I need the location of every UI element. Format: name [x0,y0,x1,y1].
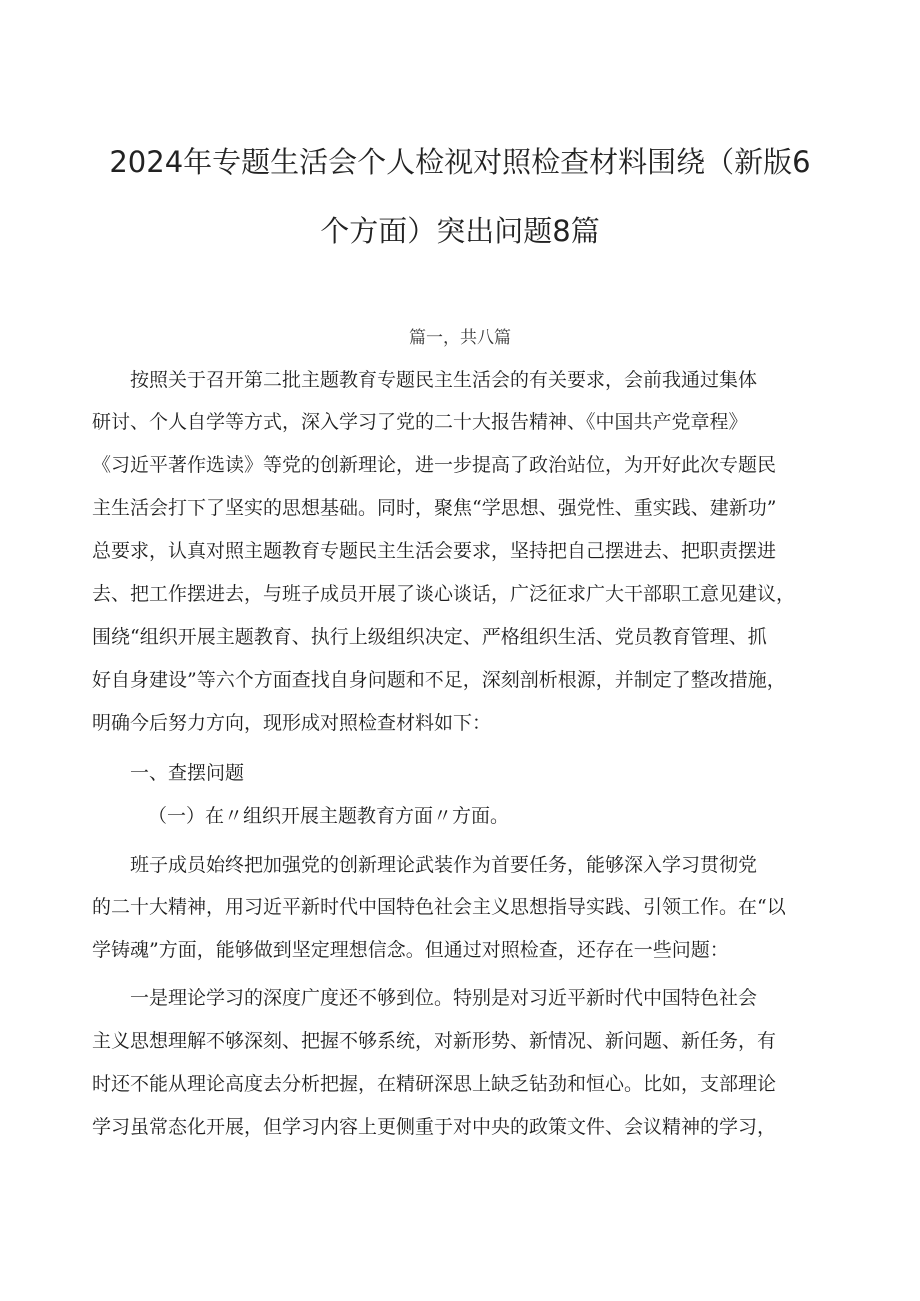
paragraph-line: 总要求，认真对照主题教育专题民主生活会要求，坚持把自己摆进去、把职责摆进 [92,540,777,562]
document-title-line-1: 2024年专题生活会个人检视对照检查材料围绕（新版6 [109,145,811,179]
paragraph-line: 好自身建设”等六个方面查找自身问题和不足，深刻剖析根源，并制定了整改措施， [92,669,786,691]
paragraph-line: 的二十大精神，用习近平新时代中国特色社会主义思想指导实践、引领工作。在“以 [92,896,786,918]
section-heading: 一、查摆问题 [130,762,245,784]
paragraph-line: 一是理论学习的深度广度还不够到位。特别是对习近平新时代中国特色社会 [130,987,758,1009]
paragraph-line: 围绕“组织开展主题教育、执行上级组织决定、严格组织生活、党员教育管理、抓 [92,626,767,648]
paragraph-line: 主生活会打下了坚实的思想基础。同时，聚焦“学思想、强党性、重实践、建新功” [92,497,777,519]
paragraph-line: 按照关于召开第二批主题教育专题民主生活会的有关要求，会前我通过集体 [130,369,758,391]
document-title-line-2: 个方面）突出问题8篇 [320,214,600,248]
paragraph-line: 时还不能从理论高度去分析把握，在精研深思上缺乏钻劲和恒心。比如，支部理论 [92,1073,777,1095]
paragraph-line: 《习近平著作选读》等党的创新理论，进一步提高了政治站位，为开好此次专题民 [92,454,777,476]
paragraph-line: 学习虽常态化开展，但学习内容上更侧重于对中央的政策文件、会议精神的学习， [92,1116,777,1138]
paragraph-line: 研讨、个人自学等方式，深入学习了党的二十大报告精神、《中国共产党章程》 [92,411,748,433]
paragraph-line: 班子成员始终把加强党的创新理论武装作为首要任务，能够深入学习贯彻党 [130,854,758,876]
paragraph-line: 去、把工作摆进去，与班子成员开展了谈心谈话，广泛征求广大干部职工意见建议， [92,583,796,605]
paragraph-line: 明确今后努力方向，现形成对照检查材料如下： [92,712,492,734]
paragraph-line: 学铸魂”方面，能够做到坚定理想信念。但通过对照检查，还存在一些问题： [92,939,729,961]
subsection-heading: （一）在〃组织开展主题教育方面〃方面。 [148,805,510,827]
section-subtitle: 篇一，共八篇 [409,328,511,348]
paragraph-line: 主义思想理解不够深刻、把握不够系统，对新形势、新情况、新问题、新任务，有 [92,1030,777,1052]
